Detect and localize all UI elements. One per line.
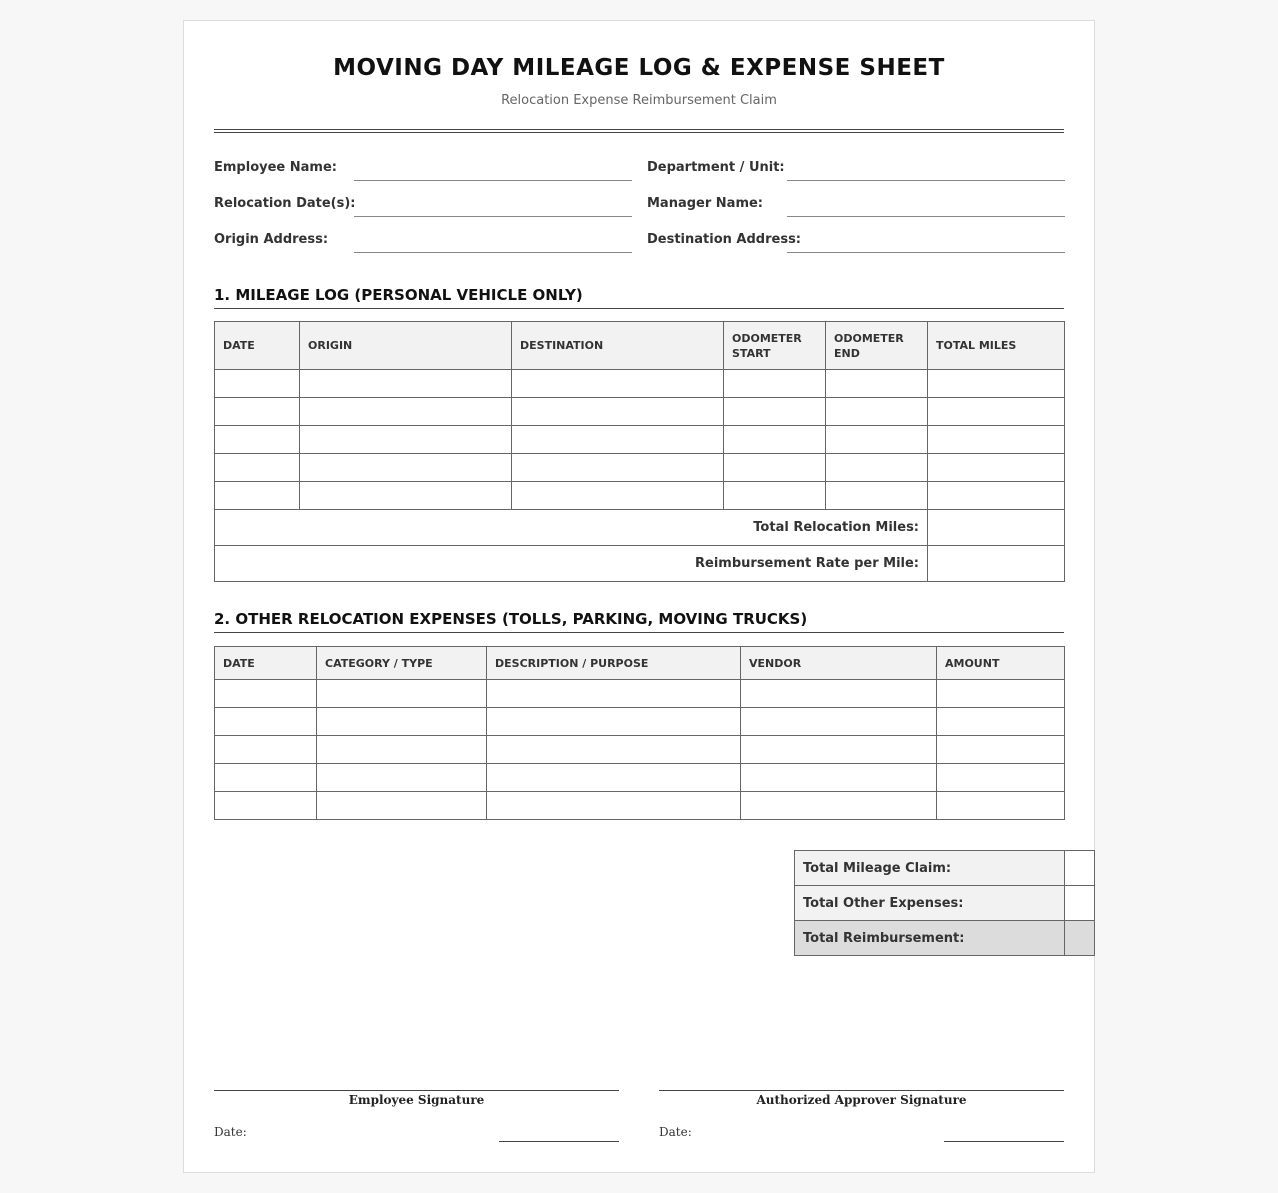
expenses-header-row (215, 647, 1065, 680)
table-cell[interactable] (937, 792, 1065, 820)
table-cell[interactable] (300, 454, 512, 482)
table-cell[interactable] (741, 764, 937, 792)
total-miles-row (215, 510, 1065, 546)
table-cell[interactable] (487, 736, 741, 764)
field-row-1 (214, 154, 1064, 184)
col-odometer-end: ODOMETER END (826, 322, 928, 370)
table-cell[interactable] (300, 482, 512, 510)
department-line[interactable] (787, 180, 1065, 181)
relocation-dates-line[interactable] (354, 216, 632, 217)
table-cell[interactable] (512, 426, 724, 454)
table-cell[interactable] (215, 398, 300, 426)
manager-name-label: Manager Name: (647, 196, 764, 211)
table-cell[interactable] (928, 398, 1065, 426)
summary-mileage-value[interactable] (1065, 851, 1095, 886)
summary-total-value[interactable] (1065, 921, 1095, 956)
table-cell[interactable] (937, 680, 1065, 708)
table-cell[interactable] (317, 764, 487, 792)
table-cell[interactable] (724, 398, 826, 426)
department-label: Department / Unit: (647, 160, 785, 175)
table-row (215, 426, 1065, 454)
approver-date-line[interactable] (944, 1141, 1064, 1142)
origin-address-label: Origin Address: (214, 232, 329, 247)
origin-address-field[interactable] (214, 226, 632, 256)
table-cell[interactable] (741, 792, 937, 820)
col-odometer-start: ODOMETER START (724, 322, 826, 370)
table-cell[interactable] (512, 454, 724, 482)
relocation-dates-label: Relocation Date(s): (214, 196, 356, 211)
table-cell[interactable] (487, 708, 741, 736)
table-cell[interactable] (215, 792, 317, 820)
summary-total-label: Total Reimbursement: (795, 921, 1065, 956)
field-row-3 (214, 226, 1064, 256)
summary-expenses-row (795, 886, 1095, 921)
table-cell[interactable] (937, 708, 1065, 736)
table-row (215, 680, 1065, 708)
table-cell[interactable] (300, 370, 512, 398)
header-divider (214, 129, 1064, 133)
table-cell[interactable] (512, 482, 724, 510)
table-cell[interactable] (937, 764, 1065, 792)
table-cell[interactable] (215, 736, 317, 764)
mileage-section-title: 1. MILEAGE LOG (PERSONAL VEHICLE ONLY) (214, 283, 1064, 309)
table-cell[interactable] (215, 482, 300, 510)
employee-date-line[interactable] (499, 1141, 619, 1142)
table-cell[interactable] (487, 792, 741, 820)
employee-signature-block (214, 1090, 619, 1139)
table-cell[interactable] (215, 680, 317, 708)
table-row (215, 482, 1065, 510)
summary-total-row (795, 921, 1095, 956)
table-cell[interactable] (724, 426, 826, 454)
table-cell[interactable] (317, 708, 487, 736)
rate-value[interactable] (928, 546, 1065, 582)
table-cell[interactable] (487, 764, 741, 792)
col-date: DATE (215, 322, 300, 370)
table-cell[interactable] (928, 482, 1065, 510)
summary-expenses-value[interactable] (1065, 886, 1095, 921)
table-cell[interactable] (300, 398, 512, 426)
mileage-table (214, 321, 1065, 582)
table-cell[interactable] (215, 426, 300, 454)
department-field[interactable] (647, 154, 1065, 184)
table-cell[interactable] (512, 398, 724, 426)
summary-table (794, 850, 1095, 956)
table-cell[interactable] (512, 370, 724, 398)
manager-name-line[interactable] (787, 216, 1065, 217)
table-cell[interactable] (215, 764, 317, 792)
col-vendor: VENDOR (741, 647, 937, 680)
expenses-table (214, 646, 1065, 820)
summary-expenses-label: Total Other Expenses: (795, 886, 1065, 921)
relocation-dates-field[interactable] (214, 190, 632, 220)
table-cell[interactable] (487, 680, 741, 708)
employee-date-label: Date: (214, 1125, 247, 1139)
table-cell[interactable] (826, 482, 928, 510)
col-destination: DESTINATION (512, 322, 724, 370)
total-miles-label: Total Relocation Miles: (215, 510, 928, 546)
summary-mileage-row (795, 851, 1095, 886)
col-amount: AMOUNT (937, 647, 1065, 680)
table-cell[interactable] (826, 398, 928, 426)
summary-mileage-label: Total Mileage Claim: (795, 851, 1065, 886)
manager-name-field[interactable] (647, 190, 1065, 220)
page-subtitle: Relocation Expense Reimbursement Claim (501, 93, 777, 108)
col-total-miles: TOTAL MILES (928, 322, 1065, 370)
table-cell[interactable] (741, 736, 937, 764)
col-description: DESCRIPTION / PURPOSE (487, 647, 741, 680)
table-row (215, 736, 1065, 764)
table-cell[interactable] (937, 736, 1065, 764)
employee-name-label: Employee Name: (214, 160, 337, 175)
table-cell[interactable] (215, 454, 300, 482)
approver-signature-block (659, 1090, 1064, 1139)
field-row-2 (214, 190, 1064, 220)
table-cell[interactable] (741, 708, 937, 736)
mileage-header-row (215, 322, 1065, 370)
table-cell[interactable] (826, 426, 928, 454)
table-row (215, 370, 1065, 398)
table-row (215, 792, 1065, 820)
table-cell[interactable] (317, 792, 487, 820)
table-cell[interactable] (928, 370, 1065, 398)
destination-address-line[interactable] (787, 252, 1065, 253)
table-cell[interactable] (215, 708, 317, 736)
table-row (215, 708, 1065, 736)
col-category: CATEGORY / TYPE (317, 647, 487, 680)
expense-sheet-page (183, 20, 1095, 1173)
employee-name-field[interactable] (214, 154, 632, 184)
table-cell[interactable] (724, 482, 826, 510)
table-cell[interactable] (317, 736, 487, 764)
employee-signature-caption: Employee Signature (348, 1093, 485, 1107)
table-cell[interactable] (317, 680, 487, 708)
col-origin: ORIGIN (300, 322, 512, 370)
expenses-section-title: 2. OTHER RELOCATION EXPENSES (TOLLS, PARKING, MOVING TRUCKS) (214, 607, 1064, 633)
table-cell[interactable] (741, 680, 937, 708)
table-cell[interactable] (215, 370, 300, 398)
origin-address-line[interactable] (354, 252, 632, 253)
total-miles-value[interactable] (928, 510, 1065, 546)
table-row (215, 398, 1065, 426)
col-date: DATE (215, 647, 317, 680)
table-cell[interactable] (928, 426, 1065, 454)
table-row (215, 454, 1065, 482)
table-cell[interactable] (928, 454, 1065, 482)
rate-label: Reimbursement Rate per Mile: (215, 546, 928, 582)
rate-row (215, 546, 1065, 582)
table-cell[interactable] (724, 370, 826, 398)
table-cell[interactable] (724, 454, 826, 482)
approver-date-label: Date: (659, 1125, 692, 1139)
destination-address-label: Destination Address: (647, 232, 802, 247)
table-cell[interactable] (826, 454, 928, 482)
page-title: MOVING DAY MILEAGE LOG & EXPENSE SHEET (333, 55, 945, 81)
destination-address-field[interactable] (647, 226, 1065, 256)
table-row (215, 764, 1065, 792)
employee-name-line[interactable] (354, 180, 632, 181)
table-cell[interactable] (826, 370, 928, 398)
table-cell[interactable] (300, 426, 512, 454)
approver-signature-caption: Authorized Approver Signature (756, 1093, 967, 1107)
